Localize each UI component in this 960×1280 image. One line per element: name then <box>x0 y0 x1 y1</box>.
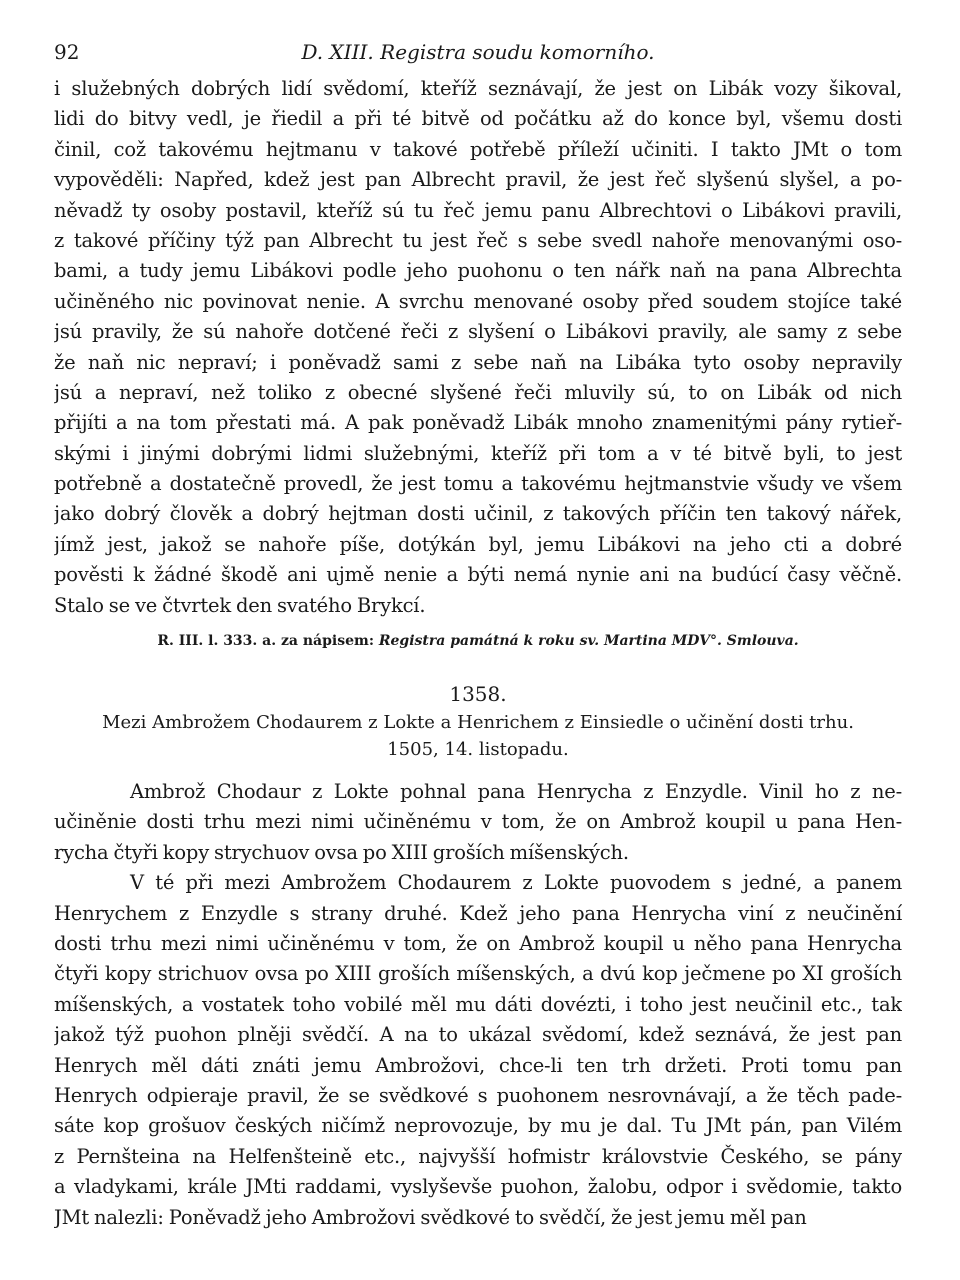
text-line: čtyři kopy strichuov ovsa po XIII groších míšenských, a dvú kop ječmene po XI groších <box>54 962 902 986</box>
text-line: činil, což takovému hejtmanu v takové potřebě příleží učiniti. I takto JMt o tom <box>54 137 902 161</box>
text-line: vypověděli: Napřed, kdež jest pan Albrecht pravil, že jest řeč slyšenú slyšel, a po- <box>54 168 902 192</box>
text-line: Ambrož Chodaur z Lokte pohnal pana Henrycha z Enzydle. Vinil ho z ne- <box>130 780 902 804</box>
text-line: jako dobrý člověk a dobrý hejtman dosti učinil, z takových příčin ten takový nářek, <box>54 502 902 526</box>
text-line: Stalo se ve čtvrtek den svatého Brykcí. <box>54 593 426 617</box>
text-line: potřebně a dostatečně provedl, že jest tomu a takovému hejtmanstvie všudy ve všem <box>54 472 902 496</box>
text-line: skými i jinými dobrými lidmi služebnými, kteříž při tom a v té bitvě byli, to jest <box>54 441 902 465</box>
text-line: Henrych odpieraje pravil, že se svědkové s puohonem nesrovnávají, a že těch pade- <box>54 1083 902 1107</box>
text-line: pověsti k žádné škodě ani ujmě nenie a býti nemá nynie ani na budúcí časy věčně. <box>54 563 902 587</box>
source-note-prefix: R. III. l. 333. a. za nápisem: <box>157 633 375 650</box>
running-title: D. XIII. Registra soudu komorního. <box>301 40 655 64</box>
text-line: sáte kop grošuov českých ničímž neprovozuje, by mu je dal. Tu JMt pán, pan Vilém <box>54 1114 902 1138</box>
text-line: z takové příčiny týž pan Albrecht tu jest řeč s sebe svedl nahoře menovanými oso- <box>54 228 902 252</box>
text-line: i služebných dobrých lidí svědomí, kteříž seznávají, že jest on Libák vozy šikoval, <box>54 77 902 100</box>
text-line: V té při mezi Ambrožem Chodaurem z Lokte puovodem s jedné, a panem <box>130 871 902 895</box>
text-line: dosti trhu mezi nimi učiněnému v tom, že on Ambrož koupil u něho pana Henrycha <box>54 931 902 955</box>
text-line: a vladykami, krále JMti raddami, vyslyševše puohon, žalobu, odpor i svědomie, takto <box>54 1175 902 1199</box>
text-line: něvadž ty osoby postavil, kteříž sú tu řeč jemu panu Albrechtovi o Libákovi pravili, <box>54 198 902 222</box>
text-line: jsú a nepraví, než toliko z obecné slyšené řeči mluvily sú, to on Libák od nich <box>54 380 902 404</box>
text-block-continued <box>54 74 902 621</box>
text-line: rycha čtyři kopy strychuov ovsa po XIII groších míšenských. <box>54 840 629 864</box>
text-line: míšenských, a vostatek toho vobilé měl mu dáti dovézti, i toho jest neučinil etc., tak <box>54 992 902 1016</box>
paragraph-1 <box>54 777 902 868</box>
text-line: Henrych měl dáti znáti jemu Ambrožovi, chce-li ten trh držeti. Proti tomu pan <box>54 1053 902 1077</box>
text-line: že naň nic nepraví; i poněvadž sami z sebe naň na Libáka tyto osoby nepravily <box>54 350 902 374</box>
paragraph-2 <box>54 868 902 1233</box>
text-line: Henrychem z Enzydle s strany druhé. Kdež jeho pana Henrycha viní z neučinění <box>54 901 902 925</box>
page-number: 92 <box>54 40 80 64</box>
text-line: JMt nalezli: Poněvadž jeho Ambrožovi svědkové to svědčí, že jest jemu měl pan <box>54 1205 807 1229</box>
text-line: bami, a tudy jemu Libákovi podle jeho puohonu o ten nářk naň na pana Albrechta <box>54 259 902 283</box>
text-line: lidi do bitvy vedl, je řiedil a při té bitvě od počátku až do konce byl, všemu dosti <box>54 107 902 131</box>
document-date: 1505, 14. listopadu. <box>387 739 569 761</box>
source-note-title: Registra památná k roku sv. Martina MDV°. Smlouva. <box>378 633 799 650</box>
page-header <box>54 40 902 74</box>
text-line: učiněnie dosti trhu mezi nimi učiněnému v tom, že on Ambrož koupil u pana Hen- <box>54 810 902 834</box>
document-page <box>54 40 902 1233</box>
source-note <box>54 629 902 653</box>
text-line: učiněného nic povinovat nenie. A svrchu menované osoby před soudem stojíce také <box>54 289 902 313</box>
text-line: jímž jest, jakož se nahoře píše, dotýkán byl, jemu Libákovi na jeho cti a dobré <box>54 532 902 556</box>
text-line: jsú pravily, že sú nahoře dotčené řeči z slyšení o Libákovi pravily, ale samy z sebe <box>54 320 902 344</box>
text-line: přijíti a na tom přestati má. A pak poněvadž Libák mnoho znamenitými pány rytieř- <box>54 411 902 435</box>
document-heading: Mezi Ambrožem Chodaurem z Lokte a Henrichem z Einsiedle o učinění dosti trhu. <box>102 712 854 734</box>
text-line: z Pernšteina na Helfenšteině etc., najvyšší hofmistr královstvie Českého, se pány <box>54 1144 902 1168</box>
document-number: 1358. <box>449 682 507 707</box>
text-line: jakož týž puohon plněji svědčí. A na to ukázal svědomí, kdež seznává, že jest pan <box>54 1023 902 1047</box>
